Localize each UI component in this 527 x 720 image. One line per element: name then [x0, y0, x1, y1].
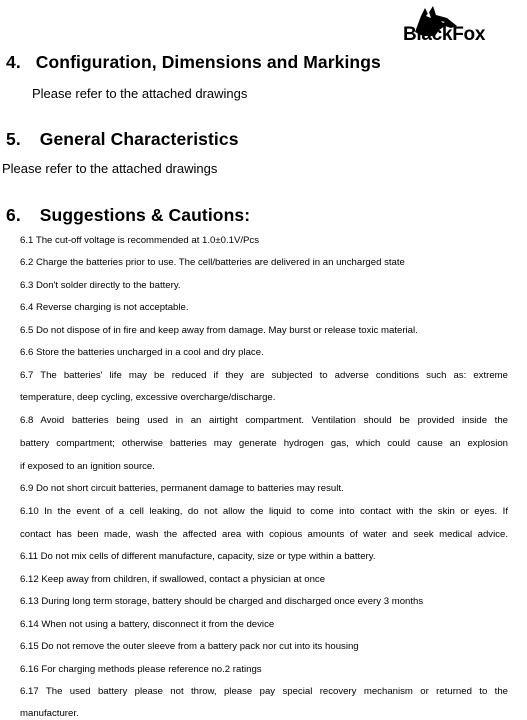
caution-item-continuation: contact has been made, wash the affected area with copious amounts of water and seek medical advice.	[20, 529, 508, 540]
caution-item: 6.17 The used battery please not throw, please pay special recovery mechanism or returned to the	[20, 686, 508, 697]
caution-item: 6.15 Do not remove the outer sleeve from a battery pack nor cut into its housing	[20, 641, 359, 652]
section-number: 5.	[6, 129, 21, 149]
caution-item-continuation: battery compartment; otherwise batteries may generate hydrogen gas, which could cause an explosion	[20, 438, 508, 449]
caution-item: 6.12 Keep away from children, if swallowed, contact a physician at once	[20, 574, 326, 585]
section-6-heading	[6, 205, 250, 226]
section-title: Suggestions & Cautions:	[39, 205, 251, 225]
brand-logo	[395, 2, 525, 48]
brand-name: BlackFox	[403, 24, 486, 45]
section-title: Configuration, Dimensions and Markings	[35, 52, 381, 72]
caution-item: 6.7 The batteries' life may be reduced if they are subjected to adverse conditions such as: extreme	[20, 370, 508, 381]
caution-item: 6.9 Do not short circuit batteries, permanent damage to batteries may result.	[20, 483, 344, 494]
caution-item-continuation: manufacturer.	[20, 708, 79, 719]
section-5-heading	[6, 129, 239, 150]
caution-item: 6.5 Do not dispose of in fire and keep away from damage. May burst or release toxic material.	[20, 325, 418, 336]
caution-item: 6.4 Reverse charging is not acceptable.	[20, 302, 189, 313]
section-4-body: Please refer to the attached drawings	[32, 86, 248, 101]
caution-item: 6.10 In the event of a cell leaking, do not allow the liquid to come into contact with the skin or eyes. If	[20, 506, 508, 517]
section-4-heading	[6, 52, 381, 73]
section-title: General Characteristics	[39, 129, 239, 149]
caution-item: 6.14 When not using a battery, disconnect it from the device	[20, 619, 275, 630]
caution-item: 6.16 For charging methods please reference no.2 ratings	[20, 664, 262, 675]
section-number: 6.	[6, 205, 21, 225]
caution-item-continuation: temperature, deep cycling, excessive overcharge/discharge.	[20, 392, 276, 403]
section-5-body: Please refer to the attached drawings	[2, 161, 218, 176]
caution-item: 6.1 The cut-off voltage is recommended at 1.0±0.1V/Pcs	[20, 235, 260, 246]
caution-item: 6.13 During long term storage, battery should be charged and discharged once every 3 months	[20, 596, 424, 607]
caution-item: 6.6 Store the batteries uncharged in a cool and dry place.	[20, 347, 264, 358]
caution-item: 6.8 Avoid batteries being used in an airtight compartment. Ventilation should be provided inside the	[20, 415, 508, 426]
caution-item: 6.2 Charge the batteries prior to use. The cell/batteries are delivered in an uncharged state	[20, 257, 405, 268]
section-number: 4.	[6, 52, 21, 72]
caution-item: 6.3 Don't solder directly to the battery.	[20, 280, 181, 291]
caution-item: 6.11 Do not mix cells of different manufacture, capacity, size or type within a battery.	[20, 551, 376, 562]
caution-item-continuation: if exposed to an ignition source.	[20, 461, 155, 472]
